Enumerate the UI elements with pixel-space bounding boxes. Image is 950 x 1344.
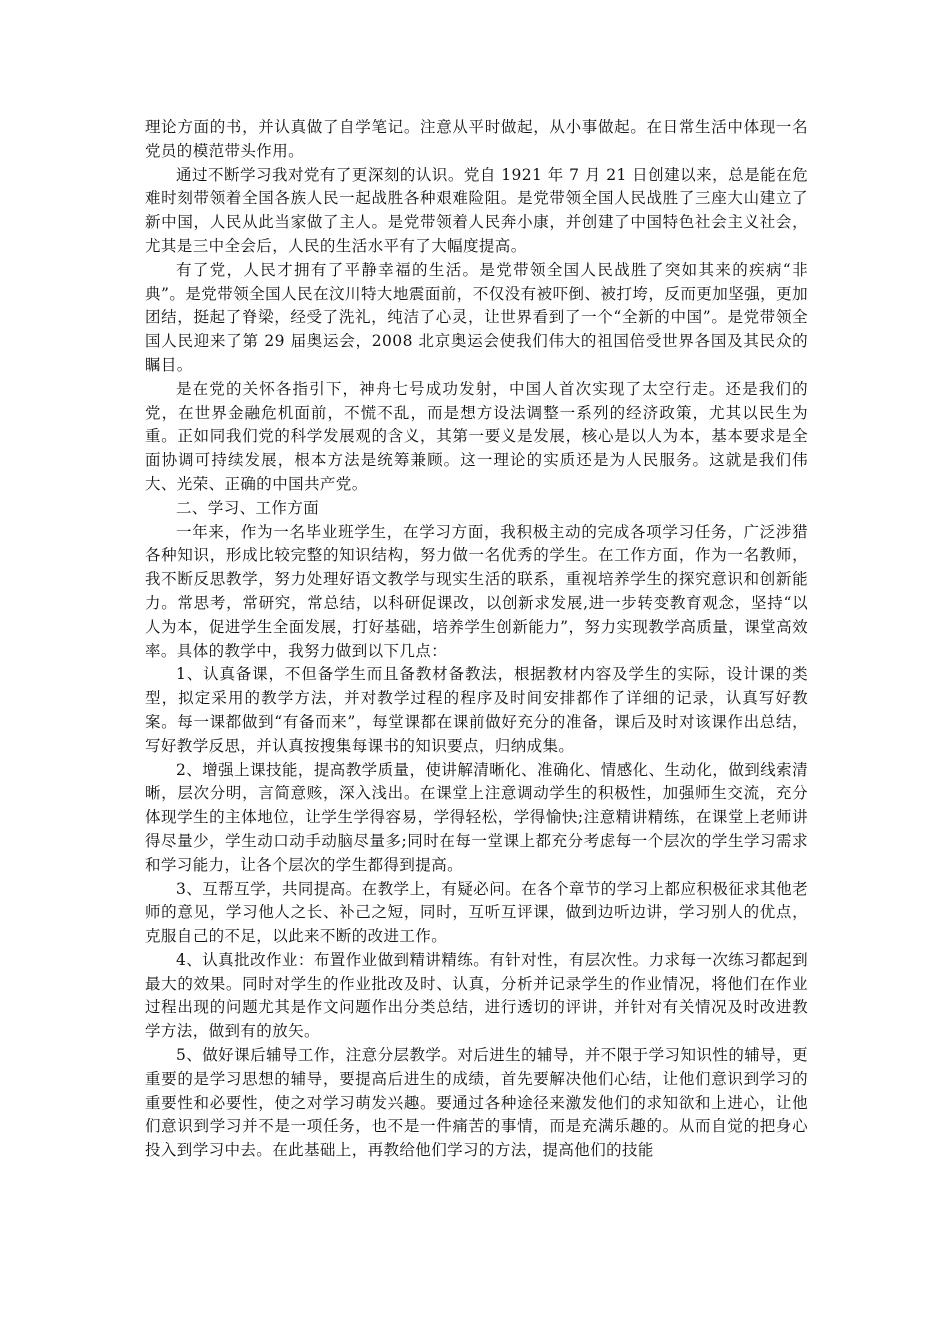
paragraph-4: 是在党的关怀各指引下，神舟七号成功发射，中国人首次实现了太空行走。还是我们的党，在世界金融危机面前，不慌不乱，而是想方设法调整一系列的经济政策，尤其以民生为重。正如同我们党的科学发展观的含义，其第一要义是发展，核心是以人为本，基本要求是全面协调可持续发展，根本方法是统筹兼顾。这一理论的实质还是为人民服务。这就是我们伟大、光荣、正确的中国共产党。 — [145, 379, 808, 493]
paragraph-1: 理论方面的书，并认真做了自学笔记。注意从平时做起，从小事做起。在日常生活中体现一名党员的模范带头作用。 — [145, 118, 808, 160]
list-item-3: 3、互帮互学，共同提高。在教学上，有疑必问。在各个章节的学习上都应积极征求其他老师的意见，学习他人之长、补己之短，同时，互听互评课，做到边听边讲，学习别人的优点，克服自己的不足，以此来不断的改进工作。 — [145, 879, 808, 946]
paragraph-2: 通过不断学习我对党有了更深刻的认识。党自 1921 年 7 月 21 日创建以来，总是能在危难时刻带领着全国各族人民一起战胜各种艰难险阻。是党带领全国人民战胜了三座大山建立了新中国，人民从此当家做了主人。是党带领着人民奔小康，并创建了中国特色社会主义社会，尤其是三中全会后，人民的生活水平有了大幅度提高。 — [145, 165, 808, 255]
list-item-1: 1、认真备课，不但备学生而且备教材备教法，根据教材内容及学生的实际，设计课的类型，拟定采用的教学方法，并对教学过程的程序及时间安排都作了详细的记录，认真写好教案。每一课都做到“有备而来”，每堂课都在课前做好充分的准备，课后及时对该课作出总结，写好教学反思，并认真按搜集每课书的知识要点，归纳成集。 — [145, 665, 808, 755]
list-item-4: 4、认真批改作业：布置作业做到精讲精练。有针对性，有层次性。力求每一次练习都起到最大的效果。同时对学生的作业批改及时、认真，分析并记录学生的作业情况，将他们在作业过程出现的问题尤其是作文问题作出分类总结，进行透切的评讲，并针对有关情况及时改进教学方法，做到有的放矢。 — [145, 950, 808, 1041]
document-page — [145, 116, 808, 1163]
paragraph-5: 一年来，作为一名毕业班学生，在学习方面，我积极主动的完成各项学习任务，广泛涉猎各种知识，形成比较完整的知识结构，努力做一名优秀的学生。在工作方面，作为一名教师，我不断反思教学，努力处理好语文教学与现实生活的联系，重视培养学生的探究意识和创新能力。常思考，常研究，常总结，以科研促课改，以创新求发展,进一步转变教育观念，坚持“以人为本，促进学生全面发展，打好基础，培养学生创新能力”，努力实现教学高质量，课堂高效率。具体的教学中，我努力做到以下几点： — [145, 522, 808, 660]
paragraph-3: 有了党，人民才拥有了平静幸福的生活。是党带领全国人民战胜了突如其来的疾病“非典”。是党带领全国人民在汶川特大地震面前，不仅没有被吓倒、被打垮，反而更加坚强，更加团结，挺起了脊梁，经受了洗礼，纯洁了心灵，让世界看到了一个“全新的中国”。是党带领全国人民迎来了第 29 届奥运会，2008 北京奥运会使我们伟大的祖国倍受世界各国及其民众的瞩目。 — [145, 260, 808, 374]
section-heading: 二、学习、工作方面 — [176, 498, 320, 517]
list-item-2: 2、增强上课技能，提高教学质量，使讲解清晰化、准确化、情感化、生动化，做到线索清晰，层次分明，言简意赅，深入浅出。在课堂上注意调动学生的积极性，加强师生交流，充分体现学生的主体地位，让学生学得容易，学得轻松，学得愉快;注意精讲精练，在课堂上老师讲得尽量少，学生动口动手动脑尽量多;同时在每一堂课上都充分考虑每一个层次的学生学习需求和学习能力，让各个层次的学生都得到提高。 — [145, 760, 808, 874]
list-item-5: 5、做好课后辅导工作，注意分层教学。对后进生的辅导，并不限于学习知识性的辅导，更重要的是学习思想的辅导，要提高后进生的成绩，首先要解决他们心结，让他们意识到学习的重要性和必要性，使之对学习萌发兴趣。要通过各种途径来激发他们的求知欲和上进心，让他们意识到学习并不是一项任务，也不是一件痛苦的事情，而是充满乐趣的。从而自觉的把身心投入到学习中去。在此基础上，再教给他们学习的方法，提高他们的技能 — [145, 1046, 808, 1160]
